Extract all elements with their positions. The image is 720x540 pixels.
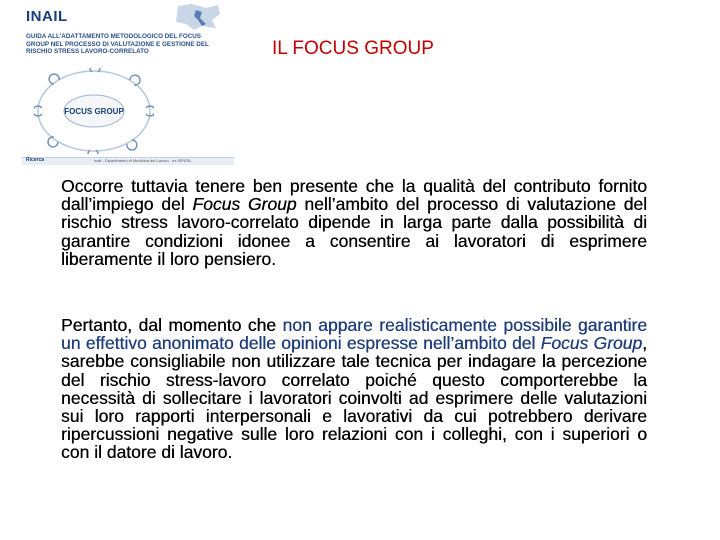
paragraph2-text-a: Pertanto, dal momento che bbox=[61, 315, 283, 335]
paragraph2-end: . bbox=[227, 442, 233, 463]
inail-logo: INAIL bbox=[26, 8, 68, 25]
paragraph1-text-a: Occorre tuttavia tenere ben presente che la qualità del contributo fornito dall’impiego del bbox=[61, 176, 647, 215]
paragraph-anonymity-recommendation bbox=[61, 316, 647, 462]
paragraph2-highlight-text: non appare realisticamente possibile garantire un effettivo anonimato delle opinioni espresse nell’ambito del bbox=[61, 315, 647, 354]
italy-map-icon bbox=[172, 2, 224, 32]
slide-title: IL FOCUS GROUP bbox=[272, 38, 434, 59]
paragraph1-text-b: nell’ambito del processo di valutazione del rischio stress lavoro-correlato dipende in larga parte dalla possibilità di garantire condizioni idonee a consentire ai lavoratori di esprimere liberamente il loro pensiero. bbox=[61, 194, 648, 269]
cover-band-text: Inail - Dipartimento di Medicina del Lavoro - ex ISPESL bbox=[94, 158, 192, 163]
paragraph1-focus-group-term: Focus Group bbox=[192, 194, 297, 215]
guide-cover-image bbox=[22, 2, 234, 164]
cover-title: GUIDA ALL'ADATTAMENTO METODOLOGICO DEL FOCUS GROUP NEL PROCESSO DI VALUTAZIONE E GESTIONE DEL RISCHIO STRESS LAVORO-CORRELATO bbox=[26, 33, 209, 56]
paragraph-quality-contribution bbox=[61, 177, 647, 268]
cover-band-label: Ricerca bbox=[26, 157, 45, 163]
paragraph2-focus-group-term: Focus Group bbox=[540, 333, 643, 354]
focus-group-diagram bbox=[34, 68, 154, 154]
diagram-label: FOCUS GROUP bbox=[64, 107, 124, 116]
paragraph2-text-b: , sarebbe consigliabile non utilizzare tale tecnica per indagare la percezione del rischio stress-lavoro correlato poiché questo comporterebbe la necessità di sollecitare i lavoratori coinvolti ad esprimere delle valutazioni sui loro rapporti interpersonali e lavorativi da cui potrebbero derivare ripercussioni negative sulle loro relazioni con i colleghi, con i superiori o con il datore di lavoro bbox=[61, 333, 648, 463]
